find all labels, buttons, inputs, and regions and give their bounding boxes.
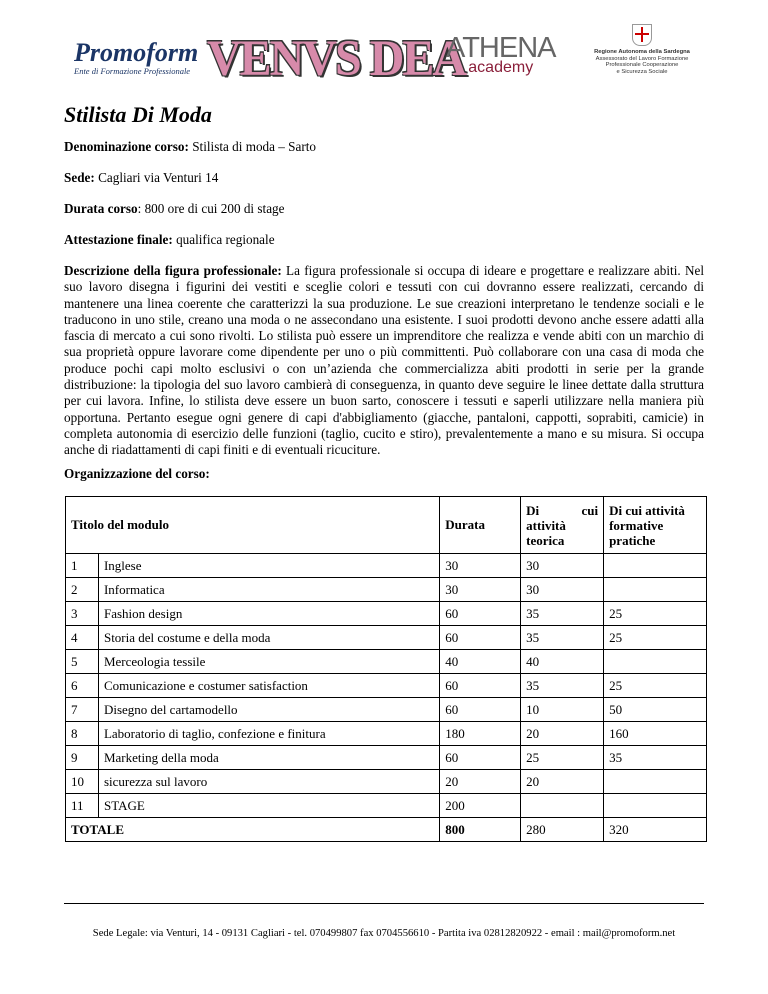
crest-icon xyxy=(632,24,652,46)
header-durata: Durata xyxy=(440,497,521,554)
region-line: Regione Autonoma della Sardegna xyxy=(594,49,690,55)
table-body xyxy=(66,554,707,842)
module-teorica: 35 xyxy=(521,626,604,650)
module-teorica: 35 xyxy=(521,602,604,626)
module-number: 1 xyxy=(66,554,99,578)
module-title: Marketing della moda xyxy=(98,746,439,770)
region-line: Assessorato del Lavoro Formazione xyxy=(595,55,689,62)
module-number: 4 xyxy=(66,626,99,650)
module-pratiche: 50 xyxy=(604,698,707,722)
organization-heading xyxy=(64,466,704,482)
course-modules-table xyxy=(65,496,707,842)
promoform-name: Promoform xyxy=(74,38,199,67)
module-number: 11 xyxy=(66,794,99,818)
table-row xyxy=(66,674,707,698)
header-titolo: Titolo del modulo xyxy=(66,497,440,554)
module-durata: 60 xyxy=(440,626,521,650)
module-teorica: 10 xyxy=(521,698,604,722)
module-pratiche xyxy=(604,554,707,578)
module-durata: 30 xyxy=(440,578,521,602)
header-logos xyxy=(64,24,714,87)
module-title: Disegno del cartamodello xyxy=(98,698,439,722)
promoform-subtitle: Ente di Formazione Professionale xyxy=(74,66,191,76)
page-title: Stilista Di Moda xyxy=(64,102,212,127)
module-number: 3 xyxy=(66,602,99,626)
table-row xyxy=(66,554,707,578)
module-title: Inglese xyxy=(98,554,439,578)
module-durata: 60 xyxy=(440,674,521,698)
footer-divider xyxy=(64,903,704,904)
promoform-logo xyxy=(74,38,198,76)
module-durata: 180 xyxy=(440,722,521,746)
table-row xyxy=(66,794,707,818)
field-attestazione xyxy=(64,232,704,248)
module-pratiche xyxy=(604,650,707,674)
field-label: Durata corso xyxy=(64,201,138,216)
table-row xyxy=(66,698,707,722)
field-denominazione xyxy=(64,139,704,155)
module-teorica: 35 xyxy=(521,674,604,698)
module-number: 10 xyxy=(66,770,99,794)
module-pratiche: 35 xyxy=(604,746,707,770)
module-title: Laboratorio di taglio, confezione e finitura xyxy=(98,722,439,746)
module-durata: 60 xyxy=(440,746,521,770)
field-label: Attestazione finale: xyxy=(64,232,173,247)
module-durata: 30 xyxy=(440,554,521,578)
module-durata: 200 xyxy=(440,794,521,818)
module-title: sicurezza sul lavoro xyxy=(98,770,439,794)
total-label: TOTALE xyxy=(66,818,440,842)
module-title: STAGE xyxy=(98,794,439,818)
module-teorica xyxy=(521,794,604,818)
table-row xyxy=(66,770,707,794)
module-number: 7 xyxy=(66,698,99,722)
total-row xyxy=(66,818,707,842)
module-title: Merceologia tessile xyxy=(98,650,439,674)
module-pratiche: 25 xyxy=(604,674,707,698)
header-teorica: Di cui attività teorica xyxy=(521,497,604,554)
module-durata: 60 xyxy=(440,602,521,626)
module-pratiche xyxy=(604,578,707,602)
table-row xyxy=(66,650,707,674)
module-teorica: 25 xyxy=(521,746,604,770)
module-durata: 60 xyxy=(440,698,521,722)
module-title: Informatica xyxy=(98,578,439,602)
field-value: : 800 ore di cui 200 di stage xyxy=(137,201,285,216)
module-pratiche: 25 xyxy=(604,626,707,650)
athena-subtitle: academy xyxy=(468,59,534,76)
module-number: 9 xyxy=(66,746,99,770)
venus-dea-logo: VENVS DEA xyxy=(207,30,466,87)
organization-label: Organizzazione del corso: xyxy=(64,466,210,481)
table-row xyxy=(66,602,707,626)
module-pratiche xyxy=(604,794,707,818)
module-teorica: 40 xyxy=(521,650,604,674)
module-title: Fashion design xyxy=(98,602,439,626)
module-durata: 40 xyxy=(440,650,521,674)
total-teorica: 280 xyxy=(521,818,604,842)
field-value: Stilista di moda – Sarto xyxy=(188,139,317,154)
module-title: Comunicazione e costumer satisfaction xyxy=(98,674,439,698)
region-line: Professionale Cooperazione xyxy=(605,62,679,68)
module-pratiche: 25 xyxy=(604,602,707,626)
module-number: 8 xyxy=(66,722,99,746)
field-sede xyxy=(64,170,704,186)
region-line: e Sicurezza Sociale xyxy=(616,68,668,75)
total-durata: 800 xyxy=(440,818,521,842)
module-teorica: 20 xyxy=(521,722,604,746)
regione-sardegna-logo xyxy=(572,24,712,75)
footer-text: Sede Legale: via Venturi, 14 - 09131 Cagliari - tel. 070499807 fax 0704556610 - Partita iva 02812820922 - email : mail@promoform.net xyxy=(92,928,676,939)
description-paragraph xyxy=(64,263,704,459)
athena-logo xyxy=(446,32,555,77)
module-number: 2 xyxy=(66,578,99,602)
field-label: Sede: xyxy=(64,170,95,185)
module-title: Storia del costume e della moda xyxy=(98,626,439,650)
module-pratiche xyxy=(604,770,707,794)
table-row xyxy=(66,722,707,746)
table-row xyxy=(66,578,707,602)
field-durata xyxy=(64,201,704,217)
field-value: Cagliari via Venturi 14 xyxy=(94,170,219,185)
module-teorica: 30 xyxy=(521,554,604,578)
module-number: 6 xyxy=(66,674,99,698)
table-row xyxy=(66,626,707,650)
athena-name: ATHENA xyxy=(446,32,556,64)
module-teorica: 20 xyxy=(521,770,604,794)
module-durata: 20 xyxy=(440,770,521,794)
module-pratiche: 160 xyxy=(604,722,707,746)
field-value: qualifica regionale xyxy=(172,232,275,247)
table-row xyxy=(66,746,707,770)
header-pratiche: Di cui attività formative pratiche xyxy=(604,497,707,554)
total-pratiche: 320 xyxy=(604,818,707,842)
module-number: 5 xyxy=(66,650,99,674)
description-text: La figura professionale si occupa di ideare e progettare e realizzare abiti. Nel suo lavoro disegna i figurini dei vestiti e sceglie colori e tessuti con cui dovranno essere realizzati, cercando di mantenere una linea coerente che caratterizzi la sua produzione. Le sue creazioni interpretano le tendenze sociali e le traducono in uno stile, creano una moda o ne assecondano una esistente. I suoi prodotti devono anche essere adatti alla fascia di mercato a cui sono rivolti. Lo stilista può essere un imprenditore che realizza e vende abiti con un marchio di sua proprietà oppure lavorare come dipendente per uno o più committenti. Può collaborare con una casa di moda che produce pochi capi molto esclusivi o con un’azienda che commercializza abiti prodotti in serie per la grande distribuzione: la tipologia del suo lavoro cambierà di conseguenza, in quanto deve seguire le linee dettate dalla struttura per cui lavora. Infine, lo stilista deve essere un buon sarto, conoscere i tessuti e saperli utilizzare nella maniera più opportuna. Pertanto esegue ogni genere di capi d'abbigliamento (giacche, pantaloni, cappotti, soprabiti, camicie) in completa autonomia di esercizio delle funzioni (taglio, cucito e stiro), prevalentemente a mano e su misura. Si occupa anche di riadattamenti di capi finiti e di eventuali ricuciture. xyxy=(64,263,704,458)
description-label: Descrizione della figura professionale: xyxy=(64,263,282,278)
module-teorica: 30 xyxy=(521,578,604,602)
field-label: Denominazione corso: xyxy=(64,139,189,154)
